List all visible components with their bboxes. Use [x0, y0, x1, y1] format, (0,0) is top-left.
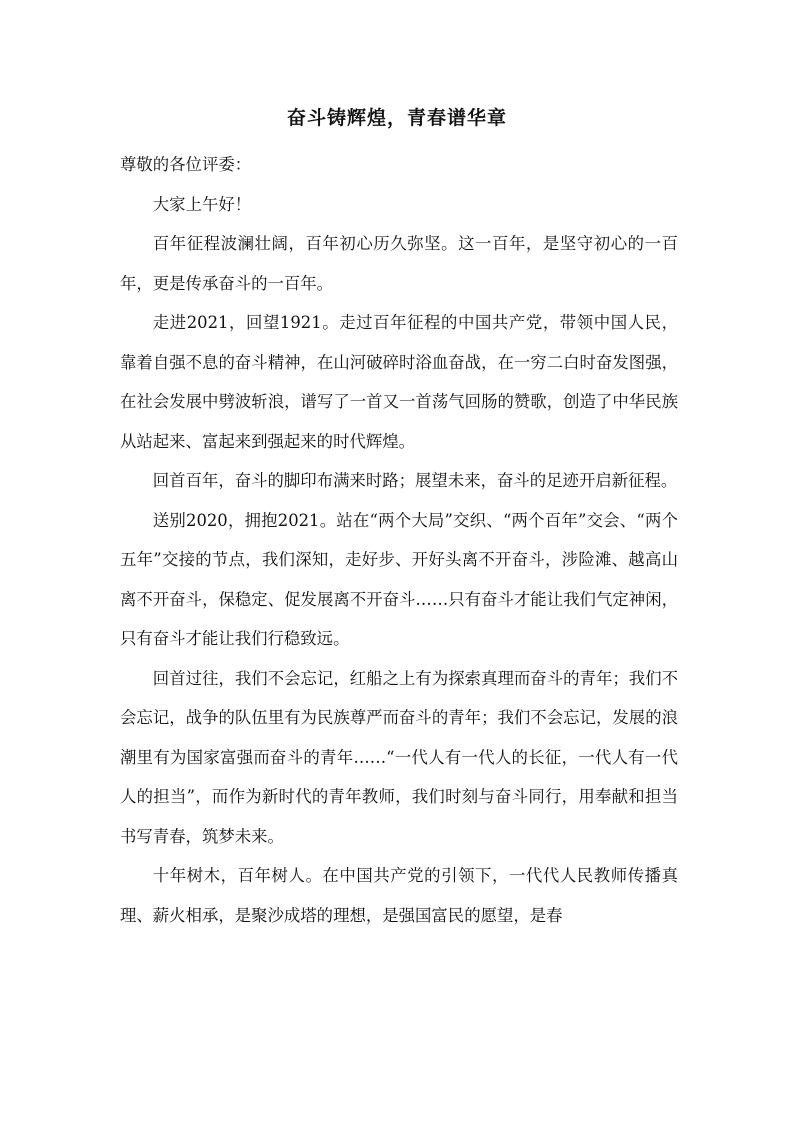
- paragraph-2: 走进2021，回望1921。走过百年征程的中国共产党，带领中国人民，靠着自强不息的奋斗精神，在山河破碎时浴血奋战，在一穷二白时奋发图强，在社会发展中劈波斩浪，谱写了一首又一首荡气回肠的赞歌，创造了中华民族从站起来、富起来到强起来的时代辉煌。: [120, 313, 678, 451]
- paragraph-3: 回首百年，奋斗的脚印布满来时路；展望未来，奋斗的足迹开启新征程。: [152, 471, 678, 490]
- paragraph-4: 送别2020，拥抱2021。站在“两个大局”交织、“两个百年”交会、“两个五年”交接的节点，我们深知，走好步、开好头离不开奋斗，涉险滩、越高山离不开奋斗，保稳定、促发展离不开奋斗……只有奋斗才能让我们气定神闲，只有奋斗才能让我们行稳致远。: [120, 510, 678, 648]
- paragraph-6: 十年树木，百年树人。在中国共产党的引领下，一代代人民教师传播真理、薪火相承，是聚沙成塔的理想，是强国富民的愿望，是春: [120, 866, 678, 925]
- paragraph-5: 回首过往，我们不会忘记，红船之上有为探索真理而奋斗的青年；我们不会忘记，战争的队伍里有为民族尊严而奋斗的青年；我们不会忘记，发展的浪潮里有为国家富强而奋斗的青年……“一代人有一代人的长征，一代人有一代人的担当”，而作为新时代的青年教师，我们时刻与奋斗同行，用奉献和担当书写青春，筑梦未来。: [120, 668, 678, 846]
- document-body: [120, 145, 678, 935]
- document-title: 奋斗铸辉煌，青春谱华章: [286, 107, 507, 129]
- salutation: 尊敬的各位评委：: [120, 155, 252, 174]
- paragraph-greeting: 大家上午好！: [152, 194, 252, 214]
- paragraph-1: 百年征程波澜壮阔，百年初心历久弥坚。这一百年，是坚守初心的一百年，更是传承奋斗的一百年。: [120, 234, 678, 293]
